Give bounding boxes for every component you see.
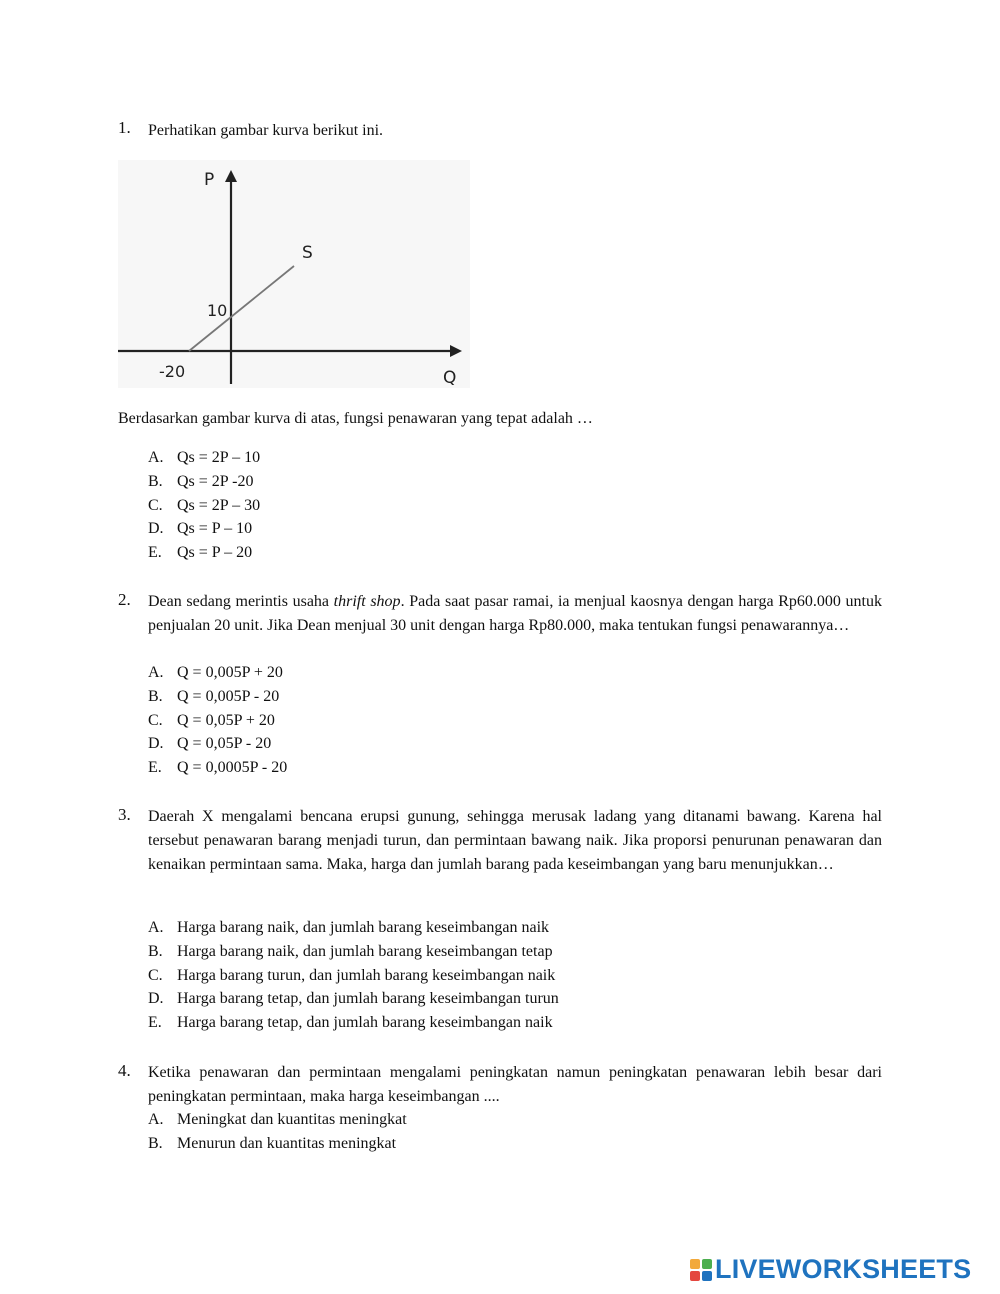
option-1d[interactable] xyxy=(148,517,260,541)
option-text: Qs = P – 10 xyxy=(177,520,253,538)
option-letter: D. xyxy=(148,735,164,753)
logo-mark-square xyxy=(690,1271,700,1281)
option-text: Qs = 2P – 10 xyxy=(177,449,261,466)
q-axis-label: Q xyxy=(443,368,457,388)
question-3-options xyxy=(148,916,559,1035)
p-axis-label: P xyxy=(204,170,215,190)
question-1-number: 1. xyxy=(118,118,131,137)
option-letter: B. xyxy=(148,687,163,705)
option-text: Qs = 2P -20 xyxy=(177,472,254,490)
option-text: Menurun dan kuantitas meningkat xyxy=(177,1134,397,1152)
option-letter: C. xyxy=(148,711,163,729)
option-1b[interactable] xyxy=(148,470,260,494)
logo-mark-square xyxy=(702,1271,712,1281)
question-1-followup: Berdasarkan gambar kurva di atas, fungsi penawaran yang tepat adalah … xyxy=(118,410,593,427)
option-letter: A. xyxy=(148,1111,164,1128)
question-2-italic-term: thrift shop xyxy=(333,593,401,610)
option-letter: A. xyxy=(148,919,164,936)
q-intercept-label: -20 xyxy=(159,362,186,381)
option-text: Qs = P – 20 xyxy=(177,544,253,561)
logo-mark-icon xyxy=(690,1259,712,1281)
option-letter: D. xyxy=(148,990,164,1008)
question-2-text xyxy=(148,590,882,638)
option-letter: C. xyxy=(148,496,163,514)
question-4-options xyxy=(148,1108,407,1156)
option-text: Meningkat dan kuantitas meningkat xyxy=(177,1111,407,1128)
question-3-text: Daerah X mengalami bencana erupsi gunung, sehingga merusak ladang yang ditanami bawang. Karena hal tersebut penawaran barang menjadi turun, dan permintaan bawang naik. Jika proporsi penurunan penawaran dan kenaikan permintaan sama. Maka, harga dan jumlah barang pada keseimbangan yang baru menunjukkan… xyxy=(148,808,882,873)
option-text: Harga barang turun, dan jumlah barang keseimbangan naik xyxy=(177,966,556,984)
question-2-number: 2. xyxy=(118,590,131,609)
question-2-options xyxy=(148,661,287,780)
question-4-text: Ketika penawaran dan permintaan mengalami peningkatan namun peningkatan penawaran lebih besar dari peningkatan permintaan, maka harga keseimbangan .... xyxy=(148,1064,882,1105)
option-letter: C. xyxy=(148,966,163,984)
liveworksheets-logo[interactable] xyxy=(690,1254,971,1285)
option-letter: B. xyxy=(148,942,163,960)
option-text: Q = 0,05P + 20 xyxy=(177,711,275,729)
option-2e[interactable] xyxy=(148,756,287,780)
supply-curve-label: S xyxy=(302,243,313,263)
question-2-text-after: . Pada saat pasar ramai, ia menjual kaosnya dengan harga Rp60.000 untuk penjualan 20 unit. Jika Dean menjual 30 unit dengan harga Rp80.000, maka tentukan fungsi penawarannya… xyxy=(148,593,882,634)
option-2b[interactable] xyxy=(148,685,287,709)
option-letter: E. xyxy=(148,1014,162,1031)
option-letter: E. xyxy=(148,759,162,776)
option-text: Q = 0,0005P - 20 xyxy=(177,759,288,776)
option-text: Q = 0,005P + 20 xyxy=(177,664,283,681)
option-1e[interactable] xyxy=(148,541,260,565)
option-letter: E. xyxy=(148,544,162,561)
option-text: Harga barang tetap, dan jumlah barang keseimbangan turun xyxy=(177,990,559,1008)
graph-background xyxy=(118,160,470,388)
option-letter: A. xyxy=(148,664,164,681)
question-2-text-before: Dean sedang merintis usaha xyxy=(148,593,334,610)
option-letter: D. xyxy=(148,520,164,538)
option-text: Q = 0,005P - 20 xyxy=(177,687,280,705)
supply-curve-svg xyxy=(118,160,470,388)
option-letter: B. xyxy=(148,1134,163,1152)
logo-mark-square xyxy=(702,1259,712,1269)
logo-text: LIVEWORKSHEETS xyxy=(715,1254,972,1284)
option-1a[interactable] xyxy=(148,446,260,470)
p-intercept-label: 10 xyxy=(207,301,228,320)
option-3c[interactable] xyxy=(148,964,559,988)
option-3e[interactable] xyxy=(148,1011,559,1035)
option-4a[interactable] xyxy=(148,1108,407,1132)
option-text: Harga barang naik, dan jumlah barang keseimbangan tetap xyxy=(177,942,553,960)
option-2d[interactable] xyxy=(148,732,287,756)
logo-mark-square xyxy=(690,1259,700,1269)
option-1c[interactable] xyxy=(148,494,260,518)
option-2a[interactable] xyxy=(148,661,287,685)
option-letter: B. xyxy=(148,472,163,490)
option-4b[interactable] xyxy=(148,1132,407,1156)
option-text: Q = 0,05P - 20 xyxy=(177,735,272,753)
option-3b[interactable] xyxy=(148,940,559,964)
question-3-number: 3. xyxy=(118,805,131,824)
question-1-text: Perhatikan gambar kurva berikut ini. xyxy=(148,122,384,139)
option-text: Qs = 2P – 30 xyxy=(177,496,261,514)
option-text: Harga barang naik, dan jumlah barang keseimbangan naik xyxy=(177,919,550,936)
option-3a[interactable] xyxy=(148,916,559,940)
option-text: Harga barang tetap, dan jumlah barang keseimbangan naik xyxy=(177,1014,553,1031)
question-1-options xyxy=(148,446,260,565)
question-4-number: 4. xyxy=(118,1061,131,1080)
option-2c[interactable] xyxy=(148,709,287,733)
option-letter: A. xyxy=(148,449,164,466)
option-3d[interactable] xyxy=(148,987,559,1011)
supply-curve-graph xyxy=(118,160,470,393)
